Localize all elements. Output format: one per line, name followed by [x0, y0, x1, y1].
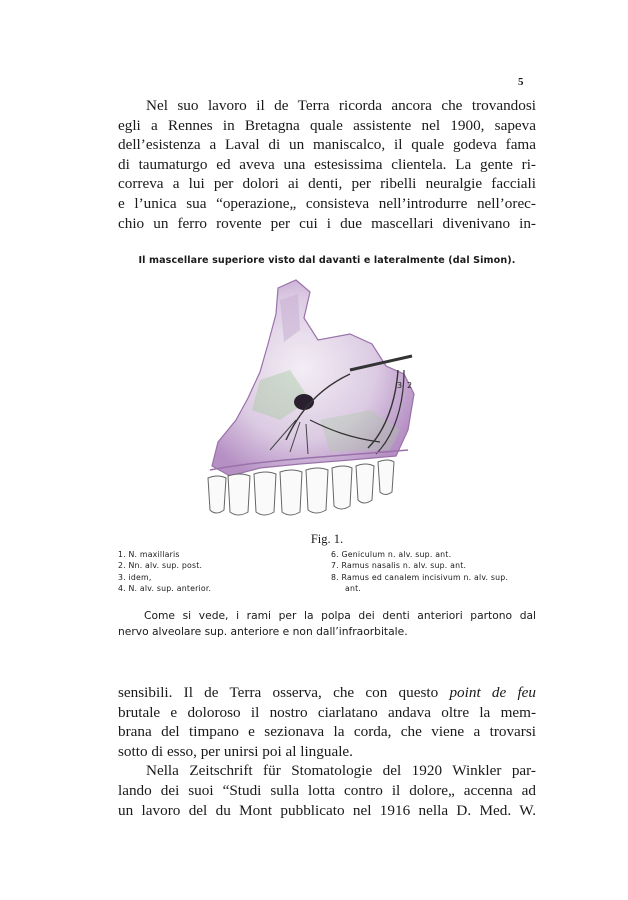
legend-item: 2. Nn. alv. sup. post. [118, 561, 203, 571]
text-line: chio un ferro rovente per cui i due mascellari divenivano in- [118, 214, 536, 232]
text-line: un lavoro del du Mont pubblicato nel 1916 nella D. Med. W. [118, 801, 536, 819]
figure-label: Fig. 1. [310, 532, 344, 546]
italic-phrase: point de feu [449, 684, 537, 701]
top-paragraph [118, 96, 536, 233]
text-line: dell’esistenza a Laval di un maniscalco, il quale godeva fama [118, 136, 536, 154]
legend-item: ant. [345, 583, 362, 593]
marker-2: 2 [407, 381, 413, 390]
text-line: correva a lui per dolori ai denti, per ribelli neuralgie facciali [118, 175, 536, 193]
text-line: brutale e doloroso il nostro ciarlatano andava oltre la mem- [118, 703, 536, 721]
text-line: Nella Zeitschrift für Stomatologie del 1920 Winkler par- [146, 762, 536, 780]
maxilla-illustration [200, 270, 460, 530]
legend-item: 8. Ramus ed canalem incisivum n. alv. sup. [331, 572, 509, 582]
figure-note [118, 608, 536, 640]
legend-item: 1. N. maxillaris [118, 550, 180, 559]
text-line: sensibili. Il de Terra osserva, che con questo point de feu [118, 684, 537, 701]
text-line: Nel suo lavoro il de Terra ricorda ancora che trovandosi [146, 97, 536, 114]
text-line: egli a Rennes in Bretagna quale assistente nel 1900, sapeva [118, 116, 536, 134]
legend-item: 3. idem, [118, 572, 152, 582]
marker-3: 3 [397, 381, 403, 390]
legend-item: 6. Geniculum n. alv. sup. ant. [331, 550, 452, 559]
text-line: di taumaturgo ed aveva una estesissima clientela. La gente ri- [118, 155, 536, 173]
note-line: nervo alveolare sup. anteriore e non dall’infraorbitale. [118, 625, 408, 638]
figure-caption: Il mascellare superiore visto dal davanti e lateralmente (dal Simon). [138, 255, 516, 266]
figure-legend-left [118, 549, 211, 594]
legend-item: 7. Ramus nasalis n. alv. sup. ant. [331, 561, 467, 571]
bottom-paragraph [118, 683, 536, 820]
maxilla-drawing [200, 270, 460, 530]
text-line: e l’unica sua “operazione„ consisteva nell’introdurre nell’orec- [118, 194, 536, 212]
text-line: brana del timpano e sezionava la corda, che viene a trovarsi [118, 723, 536, 741]
page-number: 5 [518, 76, 524, 88]
figure-legend-right [331, 549, 508, 594]
note-line: Come si vede, i rami per la polpa dei denti anteriori partono dal [144, 609, 536, 622]
text-line: sotto di esso, per unirsi poi al linguale. [118, 742, 353, 760]
legend-item: 4. N. alv. sup. anterior. [118, 583, 212, 593]
text-line: lando dei suoi “Studi sulla lotta contro il dolore„ accenna ad [118, 781, 536, 799]
